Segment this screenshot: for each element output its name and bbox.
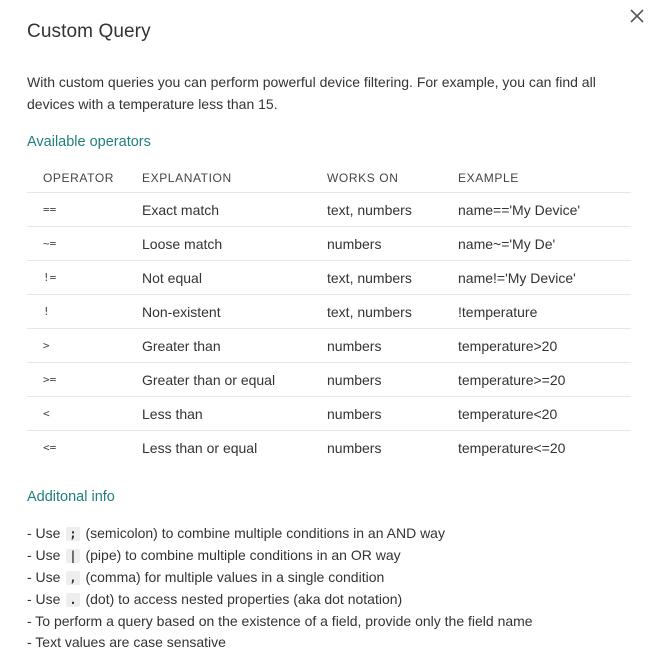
info-list bbox=[27, 523, 533, 653]
info-section-title: Additonal info bbox=[27, 489, 115, 505]
info-text: (semicolon) to combine multiple conditions in an AND way bbox=[81, 525, 445, 541]
example-cell: name=='My Device' bbox=[458, 201, 581, 218]
example-cell: temperature>20 bbox=[458, 337, 558, 354]
table-row bbox=[27, 261, 631, 295]
explanation-cell: Greater than or equal bbox=[142, 371, 276, 388]
info-text: (comma) for multiple values in a single condition bbox=[81, 569, 385, 585]
info-item bbox=[27, 632, 533, 653]
works-on-cell: text, numbers bbox=[327, 269, 412, 286]
explanation-cell: Less than or equal bbox=[142, 439, 258, 456]
operator-cell: != bbox=[43, 271, 57, 284]
info-text: - Use bbox=[27, 547, 65, 563]
info-item bbox=[27, 589, 533, 611]
works-on-cell: text, numbers bbox=[327, 201, 412, 218]
header-example: EXAMPLE bbox=[458, 171, 519, 185]
info-text: - Use bbox=[27, 591, 65, 607]
works-on-cell: numbers bbox=[327, 439, 382, 456]
close-icon bbox=[630, 9, 644, 23]
code-snippet: , bbox=[66, 571, 79, 585]
explanation-cell: Less than bbox=[142, 405, 203, 422]
explanation-cell: Exact match bbox=[142, 201, 220, 218]
works-on-cell: text, numbers bbox=[327, 303, 412, 320]
example-cell: name~='My De' bbox=[458, 235, 556, 252]
info-item bbox=[27, 523, 533, 545]
explanation-cell: Not equal bbox=[142, 269, 202, 286]
dialog-title: Custom Query bbox=[27, 21, 151, 42]
example-cell: temperature<=20 bbox=[458, 439, 566, 456]
table-row bbox=[27, 363, 631, 397]
table-header bbox=[27, 164, 631, 193]
header-works-on: WORKS ON bbox=[327, 171, 399, 185]
table-row bbox=[27, 193, 631, 227]
info-item bbox=[27, 567, 533, 589]
operator-cell: > bbox=[43, 339, 50, 352]
code-snippet: | bbox=[66, 549, 79, 563]
operator-cell: >= bbox=[43, 373, 57, 386]
close-button[interactable] bbox=[627, 6, 647, 26]
table-row bbox=[27, 295, 631, 329]
operator-cell: ! bbox=[43, 305, 50, 318]
table-row bbox=[27, 397, 631, 431]
example-cell: !temperature bbox=[458, 303, 538, 320]
works-on-cell: numbers bbox=[327, 337, 382, 354]
info-item bbox=[27, 545, 533, 567]
intro-text: With custom queries you can perform powerful device filtering. For example, you can find all devices with a temperature less than 15. bbox=[27, 74, 596, 112]
operator-cell: == bbox=[43, 203, 57, 216]
info-text: (dot) to access nested properties (aka dot notation) bbox=[81, 591, 403, 607]
explanation-cell: Loose match bbox=[142, 235, 223, 252]
info-text: (pipe) to combine multiple conditions in an OR way bbox=[81, 547, 401, 563]
operators-section-title: Available operators bbox=[27, 134, 151, 150]
operator-cell: ~= bbox=[43, 237, 57, 250]
works-on-cell: numbers bbox=[327, 405, 382, 422]
explanation-cell: Greater than bbox=[142, 337, 221, 354]
example-cell: temperature<20 bbox=[458, 405, 558, 422]
code-snippet: ; bbox=[66, 527, 79, 541]
info-text: - Use bbox=[27, 525, 65, 541]
explanation-cell: Non-existent bbox=[142, 303, 221, 320]
header-operator: OPERATOR bbox=[43, 171, 115, 185]
works-on-cell: numbers bbox=[327, 371, 382, 388]
header-explanation: EXPLANATION bbox=[142, 171, 232, 185]
operator-cell: <= bbox=[43, 441, 57, 454]
info-text: - Use bbox=[27, 569, 65, 585]
table-row bbox=[27, 227, 631, 261]
info-text: - To perform a query based on the existence of a field, provide only the field name bbox=[27, 613, 533, 629]
works-on-cell: numbers bbox=[327, 235, 382, 252]
code-snippet: . bbox=[66, 593, 79, 607]
info-item bbox=[27, 611, 533, 632]
table-row bbox=[27, 431, 631, 464]
info-text: - Text values are case sensative bbox=[27, 634, 226, 650]
operator-cell: < bbox=[43, 407, 50, 420]
example-cell: temperature>=20 bbox=[458, 371, 566, 388]
table-row bbox=[27, 329, 631, 363]
example-cell: name!='My Device' bbox=[458, 269, 576, 286]
operators-table bbox=[27, 164, 631, 464]
